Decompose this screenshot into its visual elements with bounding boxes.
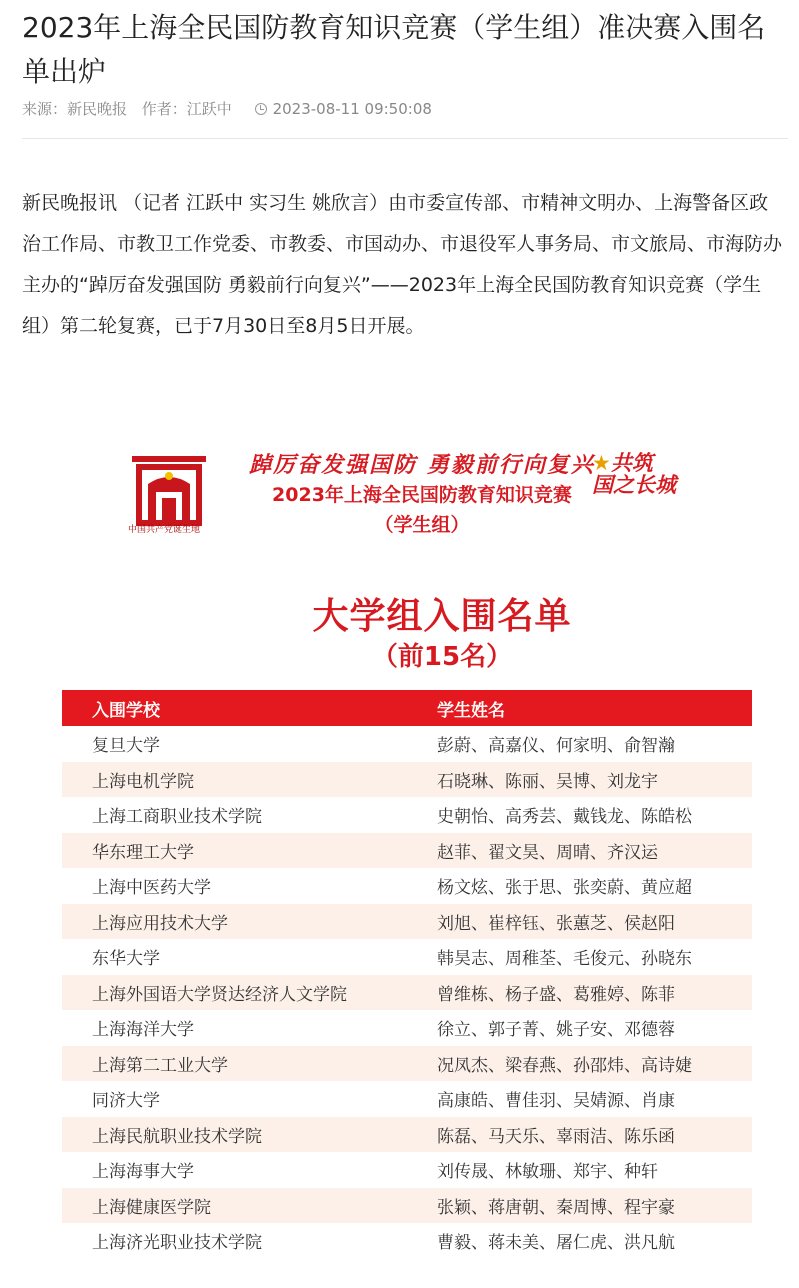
contest-group: （学生组） <box>374 514 470 536</box>
table-row <box>62 1152 752 1188</box>
clock-icon <box>255 103 267 115</box>
header-names: 学生姓名 <box>407 690 752 726</box>
article-source: 来源：新民晚报 <box>22 100 128 118</box>
school-cell: 上海民航职业技术学院 <box>62 1117 407 1153</box>
school-cell: 复旦大学 <box>92 736 160 757</box>
table-row <box>62 1046 752 1082</box>
table-row <box>62 1188 752 1224</box>
student-names-cell: 彭蔚、高嘉仪、何家明、俞智瀚 <box>437 736 675 757</box>
school-cell: 上海中医药大学 <box>92 878 211 899</box>
student-names-cell: 杨文炫、张于思、张奕蔚、黄应超 <box>437 878 692 899</box>
great-wall-logo-line1: 共筑 <box>610 451 653 475</box>
great-wall-logo-line2: 国之长城 <box>592 473 676 497</box>
school-cell: 上海健康医学院 <box>62 1188 407 1224</box>
table-header-row <box>62 690 752 726</box>
article-title: 2023年上海全民国防教育知识竞赛（学生组）准决赛入围名单出炉 <box>22 11 766 88</box>
contest-title: 2023年上海全民国防教育知识竞赛 <box>272 484 572 506</box>
table-row <box>62 1117 752 1153</box>
logo-caption: 中国共产党诞生地 <box>128 525 201 535</box>
school-cell: 东华大学 <box>92 949 160 970</box>
student-names-cell: 曹毅、蒋未美、屠仁虎、洪凡航 <box>437 1233 675 1254</box>
student-names-cell: 陈磊、马天乐、辜雨洁、陈乐函 <box>407 1117 752 1153</box>
article-datetime: 2023-08-11 09:50:08 <box>272 100 432 118</box>
divider <box>22 138 788 139</box>
cpc-birthplace-logo-icon <box>128 450 210 530</box>
table-row <box>62 1223 752 1259</box>
student-names-cell: 韩昊志、周稚荃、毛俊元、孙晓东 <box>437 949 692 970</box>
school-cell: 同济大学 <box>92 1091 160 1112</box>
school-cell: 上海海事大学 <box>92 1162 194 1183</box>
student-names-cell: 石晓琳、陈丽、吴博、刘龙宇 <box>407 762 752 798</box>
table-body <box>62 726 752 1259</box>
table-row <box>62 762 752 798</box>
student-names-cell: 况凤杰、梁春燕、孙邵炜、高诗婕 <box>407 1046 752 1082</box>
student-names-cell: 史朝怡、高秀芸、戴钱龙、陈皓松 <box>437 807 692 828</box>
student-names-cell: 刘旭、崔梓钰、张蕙芝、侯赵阳 <box>407 904 752 940</box>
school-cell: 上海电机学院 <box>62 762 407 798</box>
student-names-cell: 高康皓、曹佳羽、吴婧源、肖康 <box>437 1091 675 1112</box>
table-row <box>62 1010 752 1046</box>
table-row <box>62 904 752 940</box>
student-names-cell: 赵菲、翟文昊、周晴、齐汉运 <box>407 833 752 869</box>
student-names-cell: 徐立、郭子菁、姚子安、邓德蓉 <box>437 1020 675 1041</box>
school-cell: 上海海洋大学 <box>92 1020 194 1041</box>
table-row <box>62 797 752 833</box>
article-meta <box>22 98 442 119</box>
article-author: 作者：江跃中 <box>141 100 232 118</box>
table-row <box>62 939 752 975</box>
student-names-cell: 张颖、蒋唐朝、秦周博、程宇豪 <box>407 1188 752 1224</box>
star-icon: ★ <box>592 451 611 475</box>
list-heading: 大学组入围名单 <box>312 596 572 637</box>
header-school: 入围学校 <box>62 690 407 726</box>
school-cell: 华东理工大学 <box>62 833 407 869</box>
great-wall-logo-icon <box>592 452 712 502</box>
school-cell: 上海外国语大学贤达经济人文学院 <box>62 975 407 1011</box>
table-row <box>62 726 752 762</box>
shortlist-poster <box>62 440 752 1288</box>
table-row <box>62 833 752 869</box>
student-names-cell: 曾维栋、杨子盛、葛雅婷、陈菲 <box>407 975 752 1011</box>
article-body: 新民晚报讯 （记者 江跃中 实习生 姚欣言）由市委宣传部、市精神文明办、上海警备区政治工作局、市教卫工作党委、市教委、市国动办、市退役军人事务局、市文旅局、市海防办主办的“踔厉奋发强国防 勇毅前行向复兴”——2023年上海全民国防教育知识竞赛（学生组）第二轮复赛，已于7月30日至8月5日开展。 <box>22 192 783 337</box>
student-names-cell: 刘传晟、林敏珊、郑宇、种轩 <box>437 1162 658 1183</box>
list-subheading: （前15名） <box>371 642 513 672</box>
shortlist-table <box>62 690 752 1259</box>
school-cell: 上海工商职业技术学院 <box>92 807 262 828</box>
table-row <box>62 868 752 904</box>
poster-slogan: 踔厉奋发强国防 勇毅前行向复兴 <box>249 452 595 478</box>
table-row <box>62 1081 752 1117</box>
school-cell: 上海应用技术大学 <box>62 904 407 940</box>
school-cell: 上海第二工业大学 <box>62 1046 407 1082</box>
school-cell: 上海济光职业技术学院 <box>92 1233 262 1254</box>
table-row <box>62 975 752 1011</box>
